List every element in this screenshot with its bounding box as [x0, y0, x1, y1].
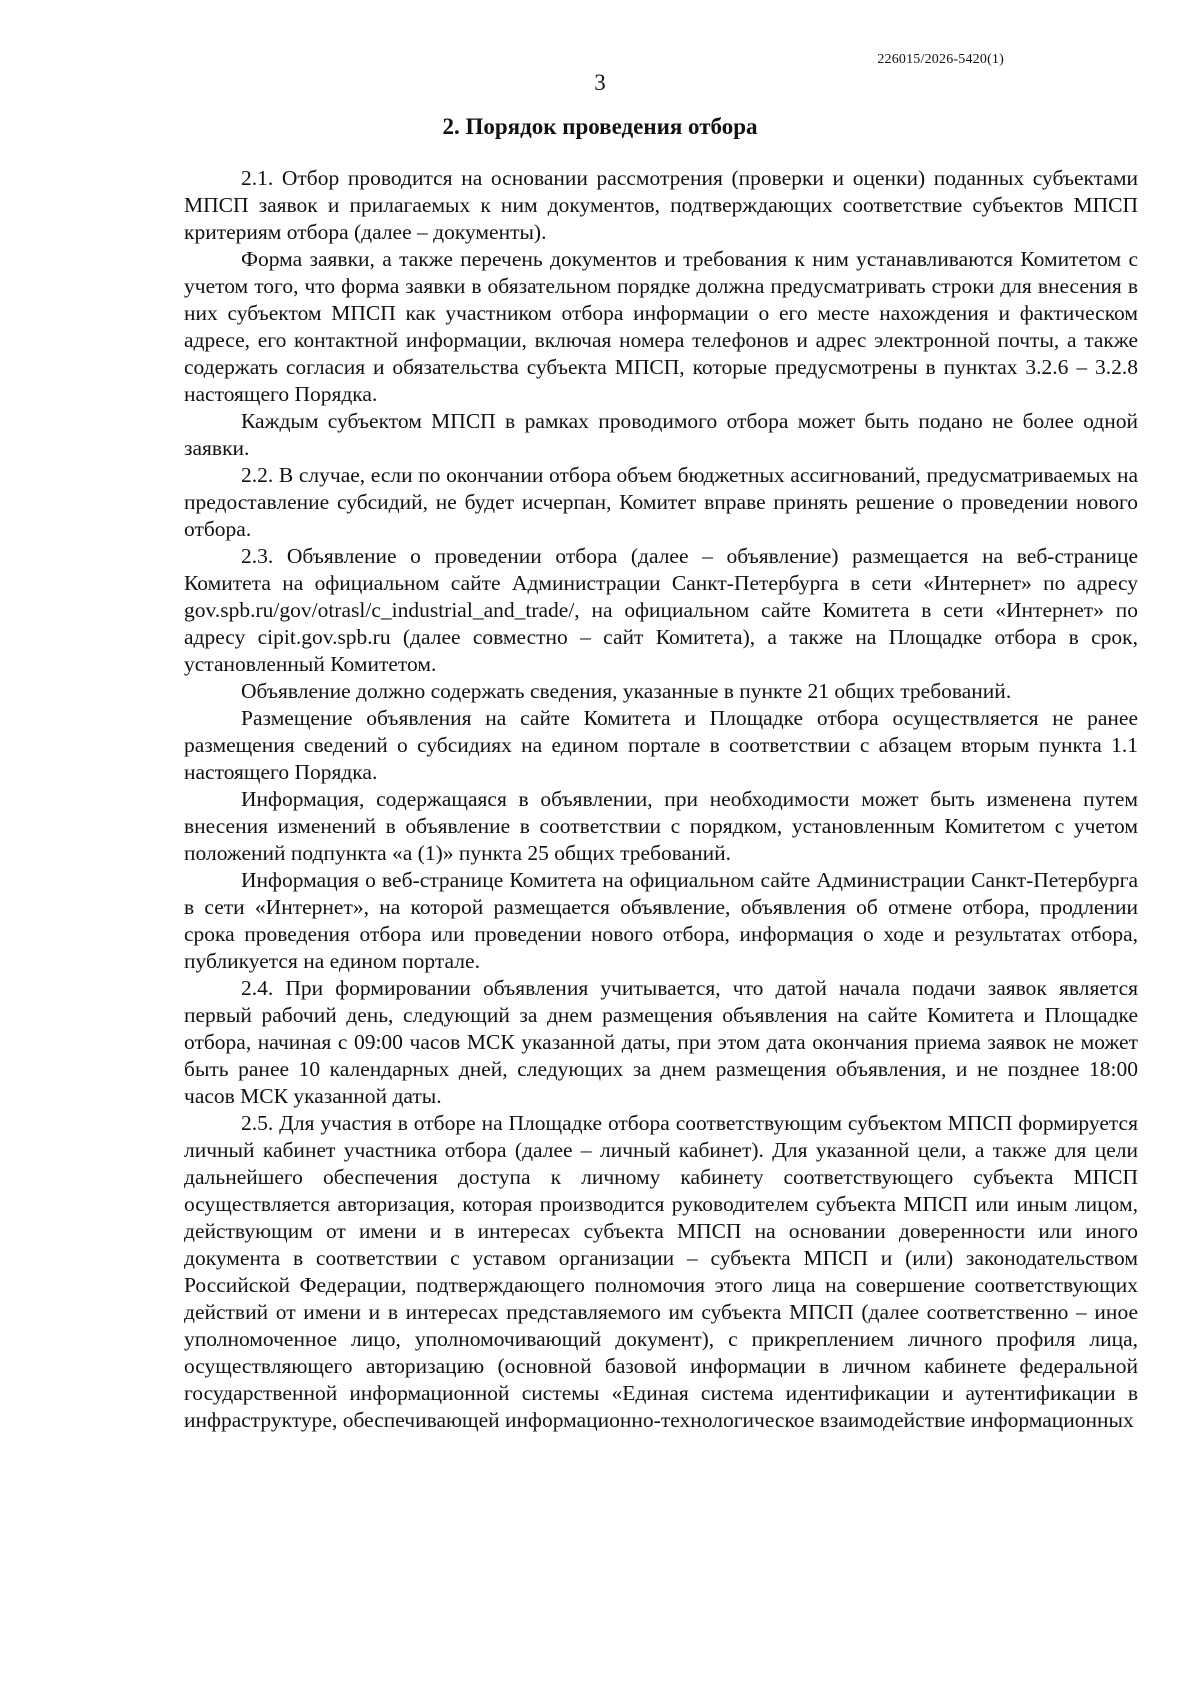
paragraph-2-2: 2.2. В случае, если по окончании отбора объем бюджетных ассигнований, предусматриваемых на предоставление субсидий, не будет исчерпан, Комитет вправе принять решение о проведении нового отбора. [184, 463, 1138, 541]
paragraph-2-3: 2.3. Объявление о проведении отбора (далее – объявление) размещается на веб-странице Комитета на официальном сайте Администрации Санкт-Петербурга в сети «Интернет» по адресу gov.spb.ru/gov/otrasl/c_industrial_and_trade/, на официальном сайте Комитета в сети «Интернет» по адресу cipit.gov.spb.ru (далее совместно – сайт Комитета), а также на Площадке отбора в срок, установленный Комитетом. [184, 544, 1138, 676]
page-number: 3 [594, 70, 606, 95]
paragraph-announcement-placement: Размещение объявления на сайте Комитета и Площадке отбора осуществляется не ранее размещения сведений о субсидиях на едином портале в соответствии с абзацем вторым пункта 1.1 настоящего Порядка. [184, 706, 1138, 784]
paragraph-announcement-changes: Информация, содержащаяся в объявлении, при необходимости может быть изменена путем внесения изменений в объявление в соответствии с порядком, установленным Комитетом с учетом положений подпункта «а (1)» пункта 25 общих требований. [184, 787, 1138, 865]
paragraph-announcement-content: Объявление должно содержать сведения, указанные в пункте 21 общих требований. [241, 679, 1012, 703]
section-title: 2. Порядок проведения отбора [442, 114, 758, 139]
document-id: 226015/2026-5420(1) [877, 52, 1004, 67]
paragraph-2-5: 2.5. Для участия в отборе на Площадке отбора соответствующим субъектом МПСП формируется личный кабинет участника отбора (далее – личный кабинет). Для указанной цели, а также для цели дальнейшего обеспечения доступа к личному кабинету соответствующего субъекта МПСП осуществляется авторизация, которая производится руководителем субъекта МПСП или иным лицом, действующим от имени и в интересах субъекта МПСП на основании доверенности или иного документа в соответствии с уставом организации – субъекта МПСП и (или) законодательством Российской Федерации, подтверждающего полномочия этого лица на совершение соответствующих действий от имени и в интересах представляемого им субъекта МПСП (далее соответственно – иное уполномоченное лицо, уполномочивающий документ), с прикреплением личного профиля лица, осуществляющего авторизацию (основной базовой информации в личном кабинете федеральной государственной информационной системы «Единая система идентификации и аутентификации в инфраструктуре, обеспечивающей информационно-технологическое взаимодействие информационных [184, 1111, 1138, 1432]
paragraph-one-application: Каждым субъектом МПСП в рамках проводимого отбора может быть подано не более одной заявки. [184, 409, 1138, 460]
document-body [184, 165, 1138, 1434]
paragraph-2-4: 2.4. При формировании объявления учитывается, что датой начала подачи заявок является первый рабочий день, следующий за днем размещения объявления на сайте Комитета и Площадке отбора, начиная с 09:00 часов МСК указанной даты, при этом дата окончания приема заявок не может быть ранее 10 календарных дней, следующих за днем размещения объявления, и не позднее 18:00 часов МСК указанной даты. [184, 976, 1138, 1108]
paragraph-2-1: 2.1. Отбор проводится на основании рассмотрения (проверки и оценки) поданных субъектами МПСП заявок и прилагаемых к ним документов, подтверждающих соответствие субъектов МПСП критериям отбора (далее – документы). [184, 166, 1138, 244]
paragraph-webpage-info: Информация о веб-странице Комитета на официальном сайте Администрации Санкт-Петербурга в сети «Интернет», на которой размещается объявление, объявления об отмене отбора, продлении срока проведения отбора или проведении нового отбора, информация о ходе и результатах отбора, публикуется на едином портале. [184, 868, 1138, 973]
paragraph-application-form: Форма заявки, а также перечень документов и требования к ним устанавливаются Комитетом с учетом того, что форма заявки в обязательном порядке должна предусматривать строки для внесения в них субъектом МПСП как участником отбора информации о его месте нахождения и фактическом адресе, его контактной информации, включая номера телефонов и адрес электронной почты, а также содержать согласия и обязательства субъекта МПСП, которые предусмотрены в пунктах 3.2.6 – 3.2.8 настоящего Порядка. [184, 247, 1138, 406]
